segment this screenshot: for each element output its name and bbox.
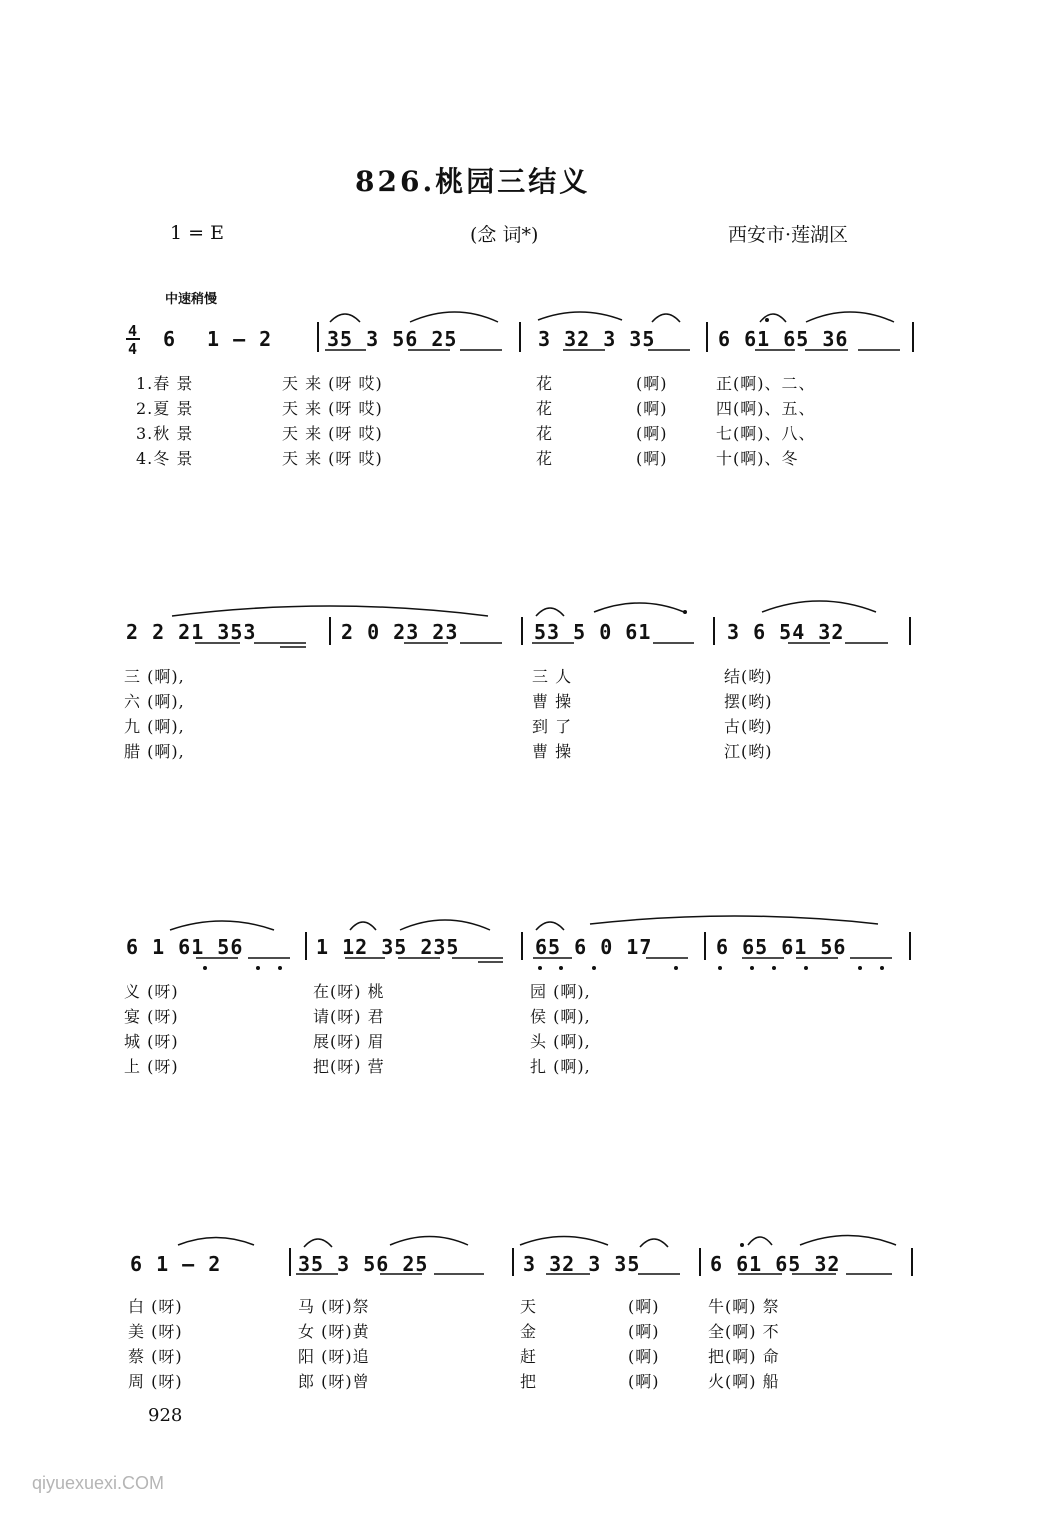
measure-14-notes: 35 3 56 25: [298, 1252, 429, 1276]
key-signature: 1 = E: [170, 222, 224, 244]
slur: [536, 922, 564, 930]
lyric-v3-a: 3.秋 景: [136, 424, 194, 443]
lyric-v4-b: 天 来 (呀 哎): [282, 449, 383, 468]
octave-dot: [880, 966, 884, 970]
lyric-v1-c: 花: [536, 374, 554, 393]
slur: [590, 916, 878, 924]
lyric4-v4-d: (啊): [628, 1372, 660, 1391]
lyric3-v4-c: 扎 (啊),: [530, 1057, 591, 1076]
lyric2-v4-b: 曹 操: [532, 742, 573, 761]
measure-11-notes: 65 6 0 17: [535, 935, 653, 959]
octave-dot: [750, 966, 754, 970]
lyric2-v4-a: 腊 (啊),: [124, 742, 185, 761]
slur: [760, 314, 786, 322]
octave-dot: [765, 318, 769, 322]
lyric-v2-a: 2.夏 景: [136, 399, 194, 418]
lyric-v2-c: 花: [536, 399, 554, 418]
lyric4-v2-b: 女 (呀)黄: [298, 1322, 370, 1341]
octave-dot: [858, 966, 862, 970]
lyric-v3-d: (啊): [636, 424, 668, 443]
slur: [330, 314, 360, 322]
lyric4-v2-d: (啊): [628, 1322, 660, 1341]
measure-10-notes: 1 12 35 235: [316, 935, 460, 959]
measure-16-notes: 6 61 65 32: [710, 1252, 841, 1276]
measure-2-notes: 35 3 56 25: [327, 327, 458, 351]
lyric3-v3-a: 城 (呀): [124, 1032, 179, 1051]
lyric-v4-d: (啊): [636, 449, 668, 468]
lyric4-v3-c: 赶: [520, 1347, 538, 1366]
lyric4-v1-e: 牛(啊) 祭: [708, 1297, 780, 1316]
measure-5-notes: 2 2 21 353: [126, 620, 257, 644]
slur: [520, 1237, 608, 1246]
octave-dot: [559, 966, 563, 970]
slur: [748, 1237, 772, 1245]
lyric4-v4-b: 郎 (呀)曾: [298, 1372, 370, 1391]
lyric4-v1-b: 马 (呀)祭: [298, 1297, 370, 1316]
lyric3-v4-a: 上 (呀): [124, 1057, 179, 1076]
lyric2-v1-b: 三 人: [532, 667, 573, 686]
lyric2-v3-b: 到 了: [532, 717, 573, 736]
lyric-v2-b: 天 来 (呀 哎): [282, 399, 383, 418]
region-label: 西安市·莲湖区: [728, 224, 849, 246]
slur: [390, 1237, 468, 1246]
lyric2-v1-c: 结(哟): [724, 667, 773, 686]
measure-8-notes: 3 6 54 32: [727, 620, 845, 644]
lyric3-v3-b: 展(呀) 眉: [313, 1032, 385, 1051]
slur: [652, 314, 680, 322]
lyric3-v1-b: 在(呀) 桃: [313, 982, 385, 1001]
lyric-v4-a: 4.冬 景: [136, 449, 194, 468]
lyric4-v3-b: 阳 (呀)追: [298, 1347, 370, 1366]
lyric-v2-d: (啊): [636, 399, 668, 418]
measure-9-notes: 6 1 61 56: [126, 935, 244, 959]
slur: [640, 1239, 668, 1247]
octave-dot: [278, 966, 282, 970]
song-title: 826.桃园三结义: [355, 165, 591, 198]
lyric2-v3-a: 九 (啊),: [124, 717, 185, 736]
lyric-v2-e: 四(啊)、五、: [716, 399, 816, 418]
lyric4-v1-a: 白 (呀): [128, 1297, 183, 1316]
slur: [806, 312, 894, 322]
octave-dot: [718, 966, 722, 970]
lyric4-v4-c: 把: [520, 1372, 538, 1391]
lyric-v3-c: 花: [536, 424, 554, 443]
octave-dot: [740, 1243, 744, 1247]
tempo-marking: 中速稍慢: [165, 292, 218, 307]
slur: [762, 601, 876, 612]
lyric2-v4-c: 江(哟): [724, 742, 773, 761]
lyric3-v2-b: 请(呀) 君: [313, 1007, 385, 1026]
lyric-v4-e: 十(啊)、冬: [716, 449, 799, 468]
lyric-v1-e: 正(啊)、二、: [716, 374, 816, 393]
lyric4-v3-a: 蔡 (呀): [128, 1347, 183, 1366]
octave-dot: [592, 966, 596, 970]
lyric3-v4-b: 把(呀) 营: [313, 1057, 385, 1076]
measure-15-notes: 3 32 3 35: [523, 1252, 641, 1276]
octave-dot: [674, 966, 678, 970]
lyric4-v1-c: 天: [520, 1297, 538, 1316]
time-signature-top: 4: [128, 322, 139, 340]
lyric2-v1-a: 三 (啊),: [124, 667, 185, 686]
lyric-v3-b: 天 来 (呀 哎): [282, 424, 383, 443]
lyric4-v2-c: 金: [520, 1322, 538, 1341]
slur: [170, 921, 274, 930]
slur: [410, 312, 498, 322]
octave-dot: [683, 610, 687, 614]
lyric4-v2-e: 全(啊) 不: [708, 1322, 780, 1341]
lyric4-v3-e: 把(啊) 命: [708, 1347, 780, 1366]
time-signature-bottom: 4: [128, 340, 139, 358]
lyric3-v1-c: 园 (啊),: [530, 982, 591, 1001]
slur: [538, 312, 622, 320]
lyric-v1-b: 天 来 (呀 哎): [282, 374, 383, 393]
lyric4-v1-d: (啊): [628, 1297, 660, 1316]
measure-7-notes: 53 5 0 61: [534, 620, 652, 644]
octave-dot: [203, 966, 207, 970]
slur: [536, 608, 564, 616]
lyric2-v2-b: 曹 操: [532, 692, 573, 711]
lyric2-v3-c: 古(哟): [724, 717, 773, 736]
measure-12-notes: 6 65 61 56: [716, 935, 847, 959]
slur: [172, 606, 488, 616]
lyric-v3-e: 七(啊)、八、: [716, 424, 816, 443]
lyric4-v4-a: 周 (呀): [128, 1372, 183, 1391]
lyric2-v2-c: 摆(哟): [724, 692, 773, 711]
measure-3-notes: 3 32 3 35: [538, 327, 656, 351]
measure-6-notes: 2 0 23 23: [341, 620, 459, 644]
lyric-v1-d: (啊): [636, 374, 668, 393]
watermark: qiyuexuexi.COM: [32, 1473, 165, 1493]
lyric-v1-a: 1.春 景: [136, 374, 194, 393]
slur: [800, 1236, 896, 1246]
slur: [304, 1239, 332, 1247]
octave-dot: [538, 966, 542, 970]
lyric4-v4-e: 火(啊) 船: [708, 1372, 780, 1391]
lyric4-v2-a: 美 (呀): [128, 1322, 183, 1341]
octave-dot: [256, 966, 260, 970]
measure-1b-notes: 1 – 2: [207, 327, 273, 351]
lyric2-v2-a: 六 (啊),: [124, 692, 185, 711]
slur: [594, 603, 684, 612]
octave-dot: [804, 966, 808, 970]
slur: [178, 1238, 254, 1246]
lyric3-v2-a: 宴 (呀): [124, 1007, 179, 1026]
lyric4-v3-d: (啊): [628, 1347, 660, 1366]
measure-4-notes: 6 61 65 36: [718, 327, 849, 351]
measure-13-notes: 6 1 – 2: [130, 1252, 222, 1276]
octave-dot: [772, 966, 776, 970]
lyric3-v2-c: 侯 (啊),: [530, 1007, 591, 1026]
subtitle: (念 词*): [470, 224, 539, 246]
lyric-v4-c: 花: [536, 449, 554, 468]
measure-1-notes: 6: [163, 327, 177, 351]
lyric3-v1-a: 义 (呀): [124, 982, 179, 1001]
slur: [400, 920, 490, 930]
slur: [350, 922, 376, 930]
page-number: 928: [148, 1405, 183, 1426]
lyric3-v3-c: 头 (啊),: [530, 1032, 591, 1051]
